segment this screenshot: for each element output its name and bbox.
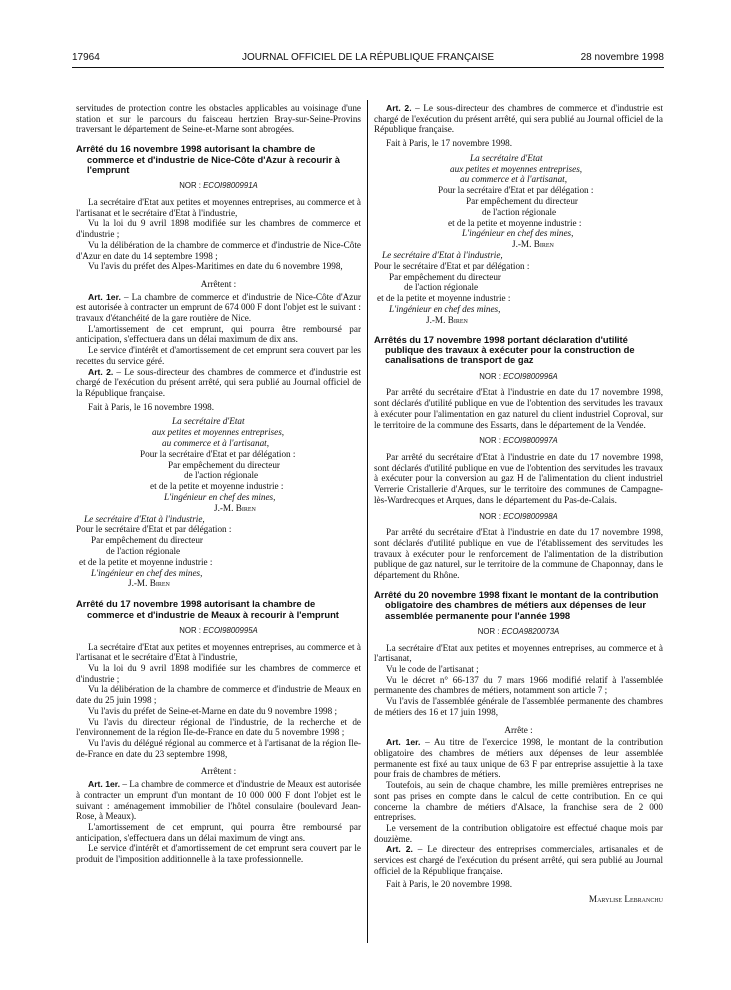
article-1-p3: Le versement de la contribution obligatoire est effectué chaque mois par douzième. [374, 822, 663, 844]
nor-reference: NOR : ECOA9820073A [477, 626, 560, 636]
signature-line: de l'action régionale [184, 470, 259, 481]
article-2: Art. 2. – Le sous-directeur des chambres de commerce et d'industrie est chargé de l'exécution du présent arrêté, qui sera publié au Journal officiel de la République française. [374, 103, 663, 135]
signature-line: Pour la secrétaire d'Etat et par délégation : [438, 185, 594, 196]
preamble-line: Vu l'avis du préfet des Alpes-Maritimes en date du 6 novembre 1998, [88, 261, 343, 272]
signature-line: L'ingénieur en chef des mines, [91, 567, 203, 578]
decree-title: Arrêté du 20 novembre 1998 fixant le montant de la contribution obligatoire des chambres de métiers aux dépenses de leur assemblée permanente pour l'année 1998 [374, 588, 659, 621]
preamble-line: Vu la délibération de la chambre de commerce et d'industrie de Meaux en date du 25 juin 1998 ; [76, 684, 361, 706]
nor-reference: NOR : ECOI9800991A [179, 181, 258, 191]
article-1-p3: Le service d'intérêt et d'amortissement de cet emprunt sera couvert par les recettes du service géré. [76, 345, 361, 366]
arretent: Arrêtent : [200, 278, 237, 289]
signature-line: aux petites et moyennes entreprises, [152, 427, 285, 438]
article-1: Art. 1er. – La chambre de commerce et d'industrie de Nice-Côte d'Azur est autorisée à contracter un emprunt de 674 000 F dont l'objet est le suivant : travaux d'étanchéité de la gare routière de Nice. [76, 291, 361, 324]
nor-reference: NOR : ECOI9800997A [479, 436, 558, 446]
signature-line: Le secrétaire d'Etat à l'industrie, [382, 249, 503, 260]
signature-line: Pour le secrétaire d'Etat et par délégation : [374, 260, 530, 271]
signature-line: L'ingénieur en chef des mines, [462, 228, 574, 239]
page-header [72, 52, 664, 68]
preamble-line: La secrétaire d'Etat aux petites et moyennes entreprises, au commerce et à l'artisanat et le secrétaire d'Etat à l'industrie, [76, 197, 361, 218]
column-separator [367, 100, 368, 943]
signature-line: Par empêchement du directeur [168, 459, 280, 470]
nor-reference: NOR : ECOI9800998A [479, 511, 558, 521]
article-1-p2: Toutefois, au sein de chaque chambre, les mille premières entreprises ne sont pas prises en compte dans le calcul de cette contribution. En ce qui concerne la chambre de métiers d'Alsace, la franchise sera de 2 000 entreprises. [374, 780, 663, 823]
journal-title: JOURNAL OFFICIEL DE LA RÉPUBLIQUE FRANÇAISE [241, 52, 495, 63]
signature-line: L'ingénieur en chef des mines, [389, 303, 501, 314]
signature-line: La secrétaire d'Etat [172, 416, 245, 427]
article-1: Art. 1er. – La chambre de commerce et d'industrie de Meaux est autorisée à contracter un emprunt d'un montant de 10 000 000 F dont l'objet est le suivant : aménagement immobilier de l'hôtel consulaire (boulevard Jean-Rose, à Meaux). [76, 779, 361, 822]
decree-title: Arrêté du 17 novembre 1998 autorisant la chambre de commerce et d'industrie de Meaux à recourir à l'emprunt [76, 598, 339, 620]
arrete: Arrête : [504, 724, 533, 735]
header-rule [72, 67, 664, 68]
preamble [374, 643, 663, 718]
signature-line: J.-M. Biren [426, 314, 468, 325]
preamble-line: Vu le code de l'artisanat ; [386, 664, 479, 675]
preamble-line: Vu la délibération de la chambre de commerce et d'industrie de Nice-Côte d'Azur en date du 14 septembre 1998 ; [76, 239, 361, 261]
signature-line: J.-M. Biren [214, 502, 256, 513]
signature-line: et de la petite et moyenne industrie : [377, 293, 511, 304]
signature-block [374, 153, 663, 326]
decree-title: Arrêté du 16 novembre 1998 autorisant la chambre de commerce et d'industrie de Nice-Côte d'Azur à recourir à l'emprunt [76, 143, 340, 175]
fait-a-paris: Fait à Paris, le 16 novembre 1998. [88, 401, 215, 412]
preamble-line: Vu la loi du 9 avril 1898 modifiée sur les chambres de commerce et d'industrie ; [76, 663, 361, 684]
signature-line: et de la petite et moyenne industrie : [79, 556, 213, 567]
signature-line: au commerce et à l'artisanat, [162, 437, 270, 448]
signature-line: et de la petite et moyenne industrie : [150, 481, 284, 492]
signature-line: de l'action régionale [106, 545, 181, 556]
preamble-line: Vu l'avis du préfet de Seine-et-Marne en date du 9 novembre 1998 ; [88, 705, 338, 716]
nor-reference: NOR : ECOI9800995A [179, 625, 258, 635]
decree-meaux [76, 599, 361, 865]
article-1-p3: Le service d'intérêt et d'amortissement de cet emprunt sera couvert par le produit de l'imposition additionnelle à la taxe professionnelle. [76, 843, 361, 865]
decree-paragraph: Par arrêté du secrétaire d'Etat à l'industrie en date du 17 novembre 1998, sont déclarés d'utilité publique en vue de l'obtention des servitudes les travaux à exécuter pour l'alimentation en gaz naturel du client industriel Coproval, sur le territoire de la commune des Essarts, dans le département de la Vendée. [374, 387, 663, 430]
article-1: Art. 1er. – Au titre de l'exercice 1998, le montant de la contribution obligatoire des chambres de métiers aux dépenses de leur assemblée permanente est fixé au taux unique de 63 F par entreprise assujettie à la taxe pour frais de chambres de métiers. [374, 737, 663, 780]
article-2: Art. 2. – Le sous-directeur des chambres de commerce et d'industrie est chargé de l'exécution du présent arrêté, qui sera publié au Journal officiel de la République française. [76, 366, 361, 398]
signature-name: Marylise Lebranchu [588, 894, 663, 905]
article-1-p2: L'amortissement de cet emprunt, qui pourra être remboursé par anticipation, s'effectuera dans un délai maximum de vingt ans. [76, 821, 361, 843]
issue-date: 28 novembre 1998 [580, 52, 664, 63]
signature-line: J.-M. Biren [128, 578, 170, 589]
decree-chambres-metiers [374, 590, 663, 905]
signature-line: Pour le secrétaire d'Etat et par délégation : [76, 524, 232, 535]
right-column [374, 103, 663, 905]
signature-block [76, 416, 361, 589]
decrees-gaz [374, 335, 663, 581]
preamble [76, 642, 361, 760]
signature-line: aux petites et moyennes entreprises, [450, 163, 583, 174]
decree-paragraph: Par arrêté du secrétaire d'Etat à l'industrie en date du 17 novembre 1998, sont déclarés d'utilité publique en vue de l'obtention des servitudes les travaux à exécuter pour la conversion au gaz H de l'alimentation du client industriel Verrerie Cristallerie d'Arques, sur le territoire des communes de Campagne-lès-Wardrecques et Arques, dans le département du Pas-de-Calais. [374, 452, 663, 505]
preamble-line: La secrétaire d'Etat aux petites et moyennes entreprises, au commerce et à l'artisanat et le secrétaire d'Etat à l'industrie, [76, 641, 361, 663]
signature-line: de l'action régionale [404, 282, 479, 293]
article-1-p2: L'amortissement de cet emprunt, qui pourra être remboursé par anticipation, s'effectuera dans un délai maximum de dix ans. [76, 323, 361, 345]
signature-line: et de la petite et moyenne industrie : [448, 217, 582, 228]
preamble-line: Vu la loi du 9 avril 1898 modifiée sur les chambres de commerce et d'industrie ; [76, 218, 361, 240]
signature-line: Le secrétaire d'Etat à l'industrie, [84, 513, 205, 524]
signature-line: La secrétaire d'Etat [470, 152, 543, 163]
signature-line: Pour la secrétaire d'Etat et par délégation : [140, 448, 296, 459]
signature-line: Par empêchement du directeur [466, 196, 578, 206]
left-column [76, 103, 361, 865]
decree-title: Arrêtés du 17 novembre 1998 portant déclaration d'utilité publique des travaux à exécuter pour la construction de canalisations de transport de gaz [374, 333, 635, 366]
preamble-line: Vu l'avis de l'assemblée générale de l'assemblée permanente des chambres de métiers des 16 et 17 juin 1998, [374, 696, 663, 717]
preamble-line: Vu le décret n° 66-137 du 7 mars 1966 modifié relatif à l'assemblée permanente des chambres de métiers, notamment son article 7 ; [374, 674, 663, 696]
decree-paragraph: Par arrêté du secrétaire d'Etat à l'industrie en date du 17 novembre 1998, sont déclarés d'utilité publique en vue de l'établissement des servitudes les travaux à exécuter pour le renforcement de l'alimentation de la distribution publique de gaz naturel, sur le territoire de la commune de Chaponnay, dans le département du Rhône. [374, 527, 663, 581]
article-2: Art. 2. – Le directeur des entreprises commerciales, artisanales et de services est chargé de l'exécution du présent arrêté, qui sera publié au Journal officiel de la République française. [374, 844, 663, 876]
page-number: 17964 [72, 52, 100, 63]
decree-nice [76, 144, 361, 589]
arretent: Arrêtent : [200, 766, 237, 777]
fait-a-paris: Fait à Paris, le 17 novembre 1998. [386, 138, 513, 149]
preamble-line: La secrétaire d'Etat aux petites et moyennes entreprises, au commerce et à l'artisanat, [374, 642, 663, 664]
fait-a-paris: Fait à Paris, le 20 novembre 1998. [386, 879, 513, 890]
preamble-line: Vu l'avis du directeur régional de l'industrie, de la recherche et de l'environnement de la région Ile-de-France en date du 5 novembre 1998 ; [76, 716, 361, 738]
signature-line: J.-M. Biren [512, 239, 554, 250]
preamble-line: Vu l'avis du délégué régional au commerce et à l'artisanat de la région Ile-de-France en date du 23 septembre 1998, [76, 737, 361, 759]
signature-line: Par empêchement du directeur [91, 535, 203, 546]
intro-paragraph: servitudes de protection contre les obstacles applicables au voisinage d'une station et sur le parcours du faisceau hertzien Bray-sur-Seine-Provins traversant le département de Seine-et-Marne sont abrogées. [76, 103, 361, 135]
signature-line: au commerce et à l'artisanat, [460, 174, 568, 185]
signature-line: Par empêchement du directeur [389, 271, 501, 282]
nor-reference: NOR : ECOI9800996A [479, 371, 558, 381]
signature-line: de l'action régionale [482, 206, 557, 217]
preamble [76, 197, 361, 272]
signature-line: L'ingénieur en chef des mines, [164, 491, 276, 502]
